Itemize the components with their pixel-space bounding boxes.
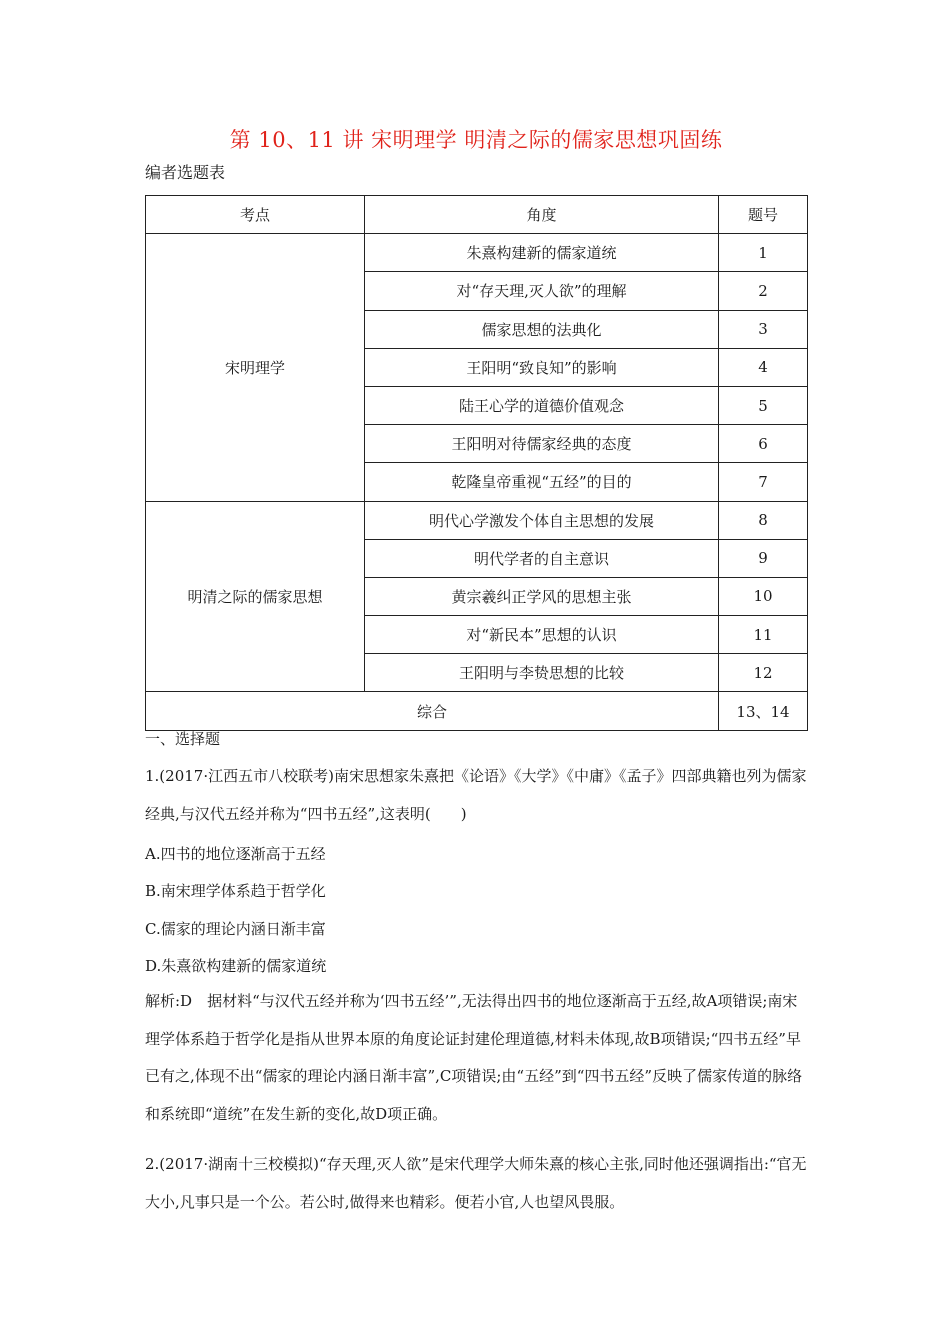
topic-selection-table [145, 195, 808, 731]
question-1-option-a: A.四书的地位逐渐高于五经 [145, 845, 326, 863]
angle-cell: 王阳明“致良知”的影响 [365, 348, 719, 386]
question-2-stem: 2.(2017·湖南十三校模拟)“存天理,灭人欲”是宋代理学大师朱熹的核心主张,同时他还强调指出:“官无大小,凡事只是一个公。若公时,做得来也精彩。便若小官,人也望风畏服。 [145, 1155, 807, 1211]
number-cell: 8 [719, 501, 808, 539]
number-cell: 9 [719, 539, 808, 577]
number-cell: 12 [719, 654, 808, 692]
angle-cell: 儒家思想的法典化 [365, 310, 719, 348]
question-1-analysis: 解析:D 据材料“与汉代五经并称为‘四书五经’”,无法得出四书的地位逐渐高于五经,故A项错误;南宋理学体系趋于哲学化是指从世界本原的角度论证封建伦理道德,材料未体现,故B项错误;“四书五经”早已有之,体现不出“儒家的理论内涵日渐丰富”,C项错误;由“五经”到“四书五经”反映了儒家传道的脉络和系统即“道统”在发生新的变化,故D项正确。 [145, 992, 803, 1123]
header-number: 题号 [719, 196, 808, 234]
table-row [146, 234, 808, 272]
number-cell: 2 [719, 272, 808, 310]
angle-cell: 明代学者的自主意识 [365, 539, 719, 577]
angle-cell: 王阳明与李贽思想的比较 [365, 654, 719, 692]
summary-number-cell: 13、14 [719, 692, 808, 730]
number-cell: 7 [719, 463, 808, 501]
question-1-option-c: C.儒家的理论内涵日渐丰富 [145, 920, 326, 938]
question-1-option-d: D.朱熹欲构建新的儒家道统 [145, 957, 327, 975]
angle-cell: 对“新民本”思想的认识 [365, 616, 719, 654]
angle-cell: 陆王心学的道德价值观念 [365, 386, 719, 424]
summary-label-cell: 综合 [146, 692, 719, 730]
topic-cell: 宋明理学 [146, 234, 365, 501]
number-cell: 5 [719, 386, 808, 424]
number-cell: 1 [719, 234, 808, 272]
angle-cell: 王阳明对待儒家经典的态度 [365, 425, 719, 463]
number-cell: 10 [719, 577, 808, 615]
angle-cell: 明代心学激发个体自主思想的发展 [365, 501, 719, 539]
question-1-stem: 1.(2017·江西五市八校联考)南宋思想家朱熹把《论语》《大学》《中庸》《孟子》四部典籍也列为儒家经典,与汉代五经并称为“四书五经”,这表明( ) [145, 767, 807, 823]
header-angle: 角度 [365, 196, 719, 234]
angle-cell: 对“存天理,灭人欲”的理解 [365, 272, 719, 310]
number-cell: 6 [719, 425, 808, 463]
angle-cell: 朱熹构建新的儒家道统 [365, 234, 719, 272]
number-cell: 4 [719, 348, 808, 386]
table-header-row [146, 196, 808, 234]
table-caption: 编者选题表 [145, 163, 226, 182]
section-heading: 一、选择题 [145, 730, 221, 748]
topic-cell: 明清之际的儒家思想 [146, 501, 365, 692]
angle-cell: 乾隆皇帝重视“五经”的目的 [365, 463, 719, 501]
document-title: 第 10、11 讲 宋明理学 明清之际的儒家思想巩固练 [229, 128, 723, 152]
angle-cell: 黄宗羲纠正学风的思想主张 [365, 577, 719, 615]
number-cell: 11 [719, 616, 808, 654]
table-row [146, 501, 808, 539]
table-summary-row [146, 692, 808, 730]
question-1-option-b: B.南宋理学体系趋于哲学化 [145, 882, 326, 900]
header-topic: 考点 [146, 196, 365, 234]
number-cell: 3 [719, 310, 808, 348]
